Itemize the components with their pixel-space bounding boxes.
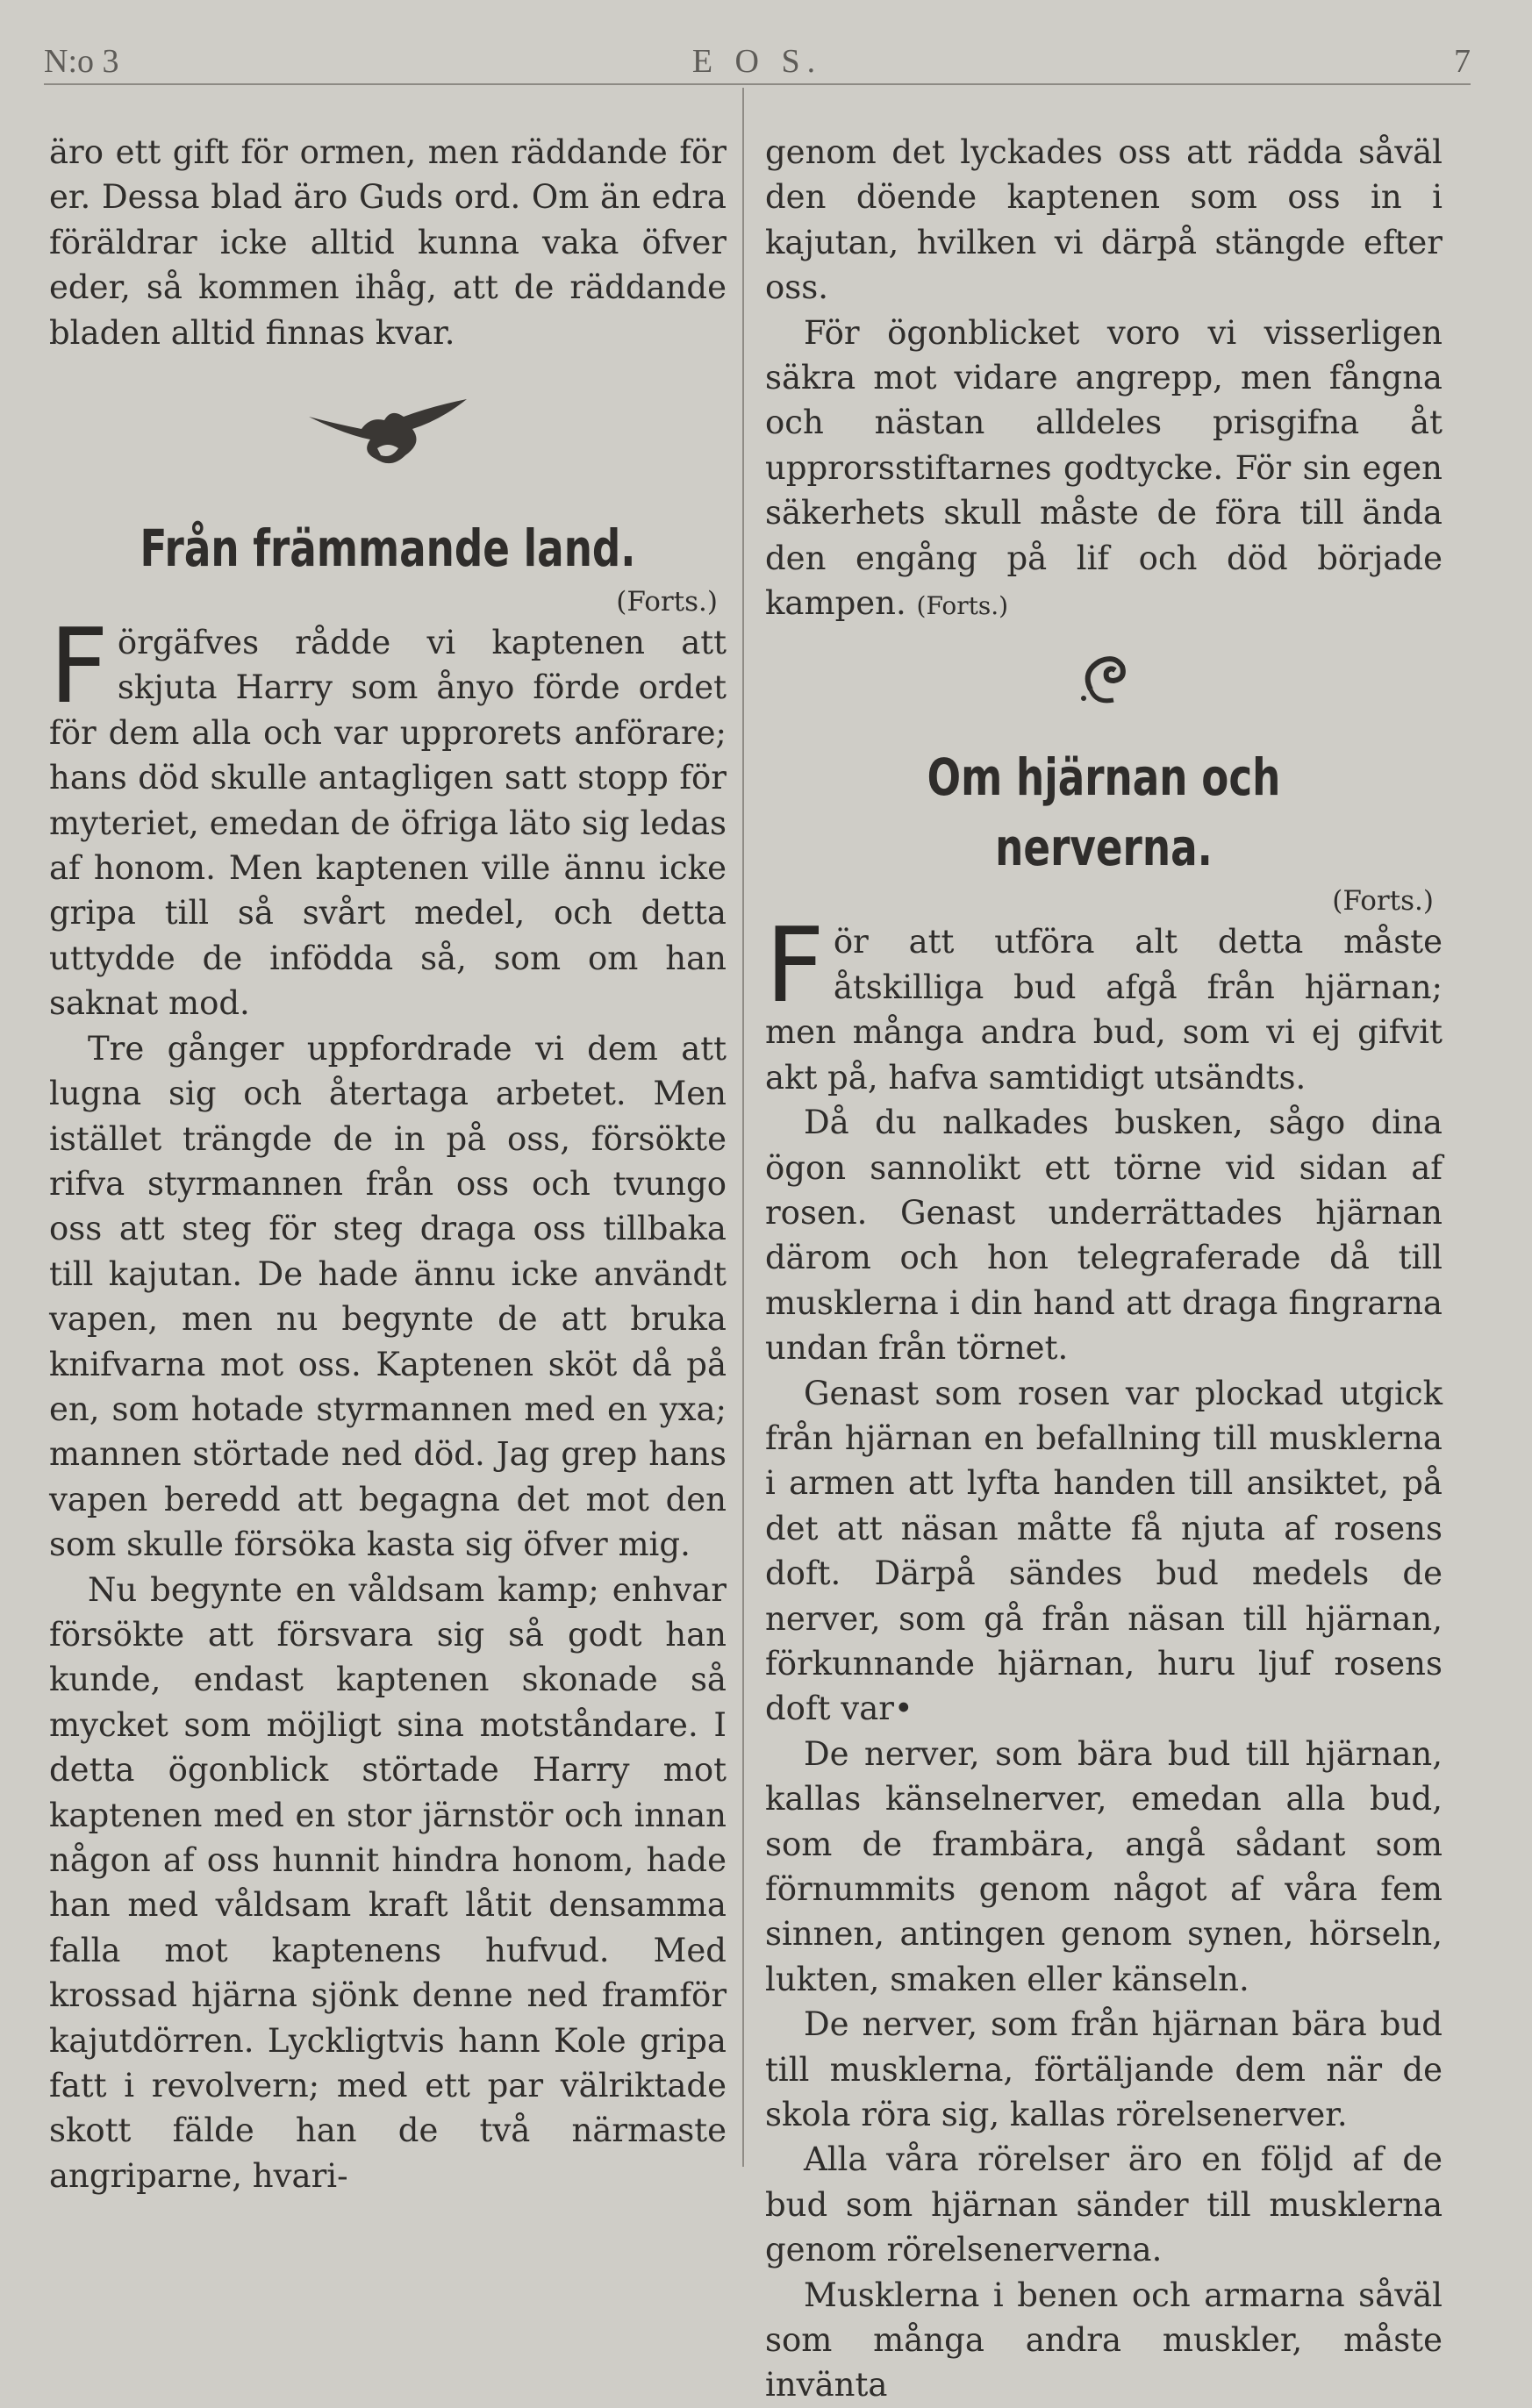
publication-title: E O S. — [691, 43, 823, 80]
page-header — [44, 35, 1471, 88]
article-paragraph: Nu begynte en våldsam kamp; enhvar försökte att försvara sig så godt han kunde, endast kaptenen skonade så mycket som möjligt sina motståndare. I detta ögonblick störtade Harry mot kaptenen med en stor järnstör och innan någon af oss hunnit hindra honom, hade han med våldsam kraft låtit densamma falla mot kaptenens hufvud. Med krossad hjärna sjönk denne ned framför kajutdörren. Lyckligtvis hann Kole gripa fatt i revolvern; med ett par välriktade skott fälde han de två närmaste angriparne, hvari- — [49, 1570, 727, 2195]
continued-paragraph: genom det lyckades oss att rädda såväl den döende kaptenen som oss in i kajutan, hvilken vi därpå stängde efter oss. — [765, 133, 1443, 307]
dropcap-letter: F — [49, 605, 109, 727]
article-paragraph: Musklerna i benen och armarna såväl som många andra muskler, måste invänta — [765, 2276, 1443, 2404]
article-title-om-hjarnan-och-nerverna: Om hjärnan och nerverna. — [927, 747, 1281, 878]
intro-paragraph: äro ett gift för ormen, men räddande för er. Dessa blad äro Guds ord. Om än edra föräldrar icke alltid kunna vaka öfver eder, så kommen ihåg, att de räddande bladen alltid finnas kvar. — [49, 133, 727, 352]
header-rule — [44, 83, 1471, 85]
article-paragraph: Genast som rosen var plockad utgick från hjärnan en befallning till musklerna i armen att lyfta handen till ansiktet, på det att näsan måtte få njuta af rosens doft. Därpå sändes bud medels de nerver, som gå från näsan till hjärnan, förkunnande hjärnan, huru ljuf rosens doft var• — [765, 1374, 1443, 1728]
forts-label: (Forts.) — [616, 586, 718, 618]
issue-number: N:o 3 — [44, 43, 119, 80]
bird-ornament-icon — [49, 390, 727, 496]
forts-label: (Forts.) — [1332, 885, 1434, 918]
article-paragraph: örgäfves rådde vi kaptenen att skjuta Harry som ånyo förde ordet för dem alla och var upprorets anförare; hans död skulle antagligen satt stopp för myteriet, emedan de öfriga läto sig ledas af honom. Men kaptenen ville ännu icke gripa till så svårt medel, och detta uttydde de infödda så, som om han saknat mod. — [49, 624, 727, 1023]
article-paragraph: De nerver, som bära bud till hjärnan, kallas känselnerver, emedan alla bud, som de frambära, angå sådant som förnummits genom något af våra fem sinnen, antingen genom synen, hörseln, lukten, smaken eller känseln. — [765, 1734, 1443, 1998]
column-divider — [742, 88, 744, 2167]
article-title-fran-frammande-land: Från främmande land. — [140, 518, 636, 579]
flourish-ornament-icon — [765, 646, 1443, 725]
continued-paragraph: För ögonblicket voro vi visserligen säkra mot vidare angrepp, men fångna och nästan alldeles prisgifna åt upprorsstiftarnes godtycke. För sin egen säkerhets skull måste de föra till ända den engång på lif och död började kampen. — [765, 313, 1443, 623]
article-paragraph: Tre gånger uppfordrade vi dem att lugna sig och återtaga arbetet. Men istället trängde de in på oss, försökte rifva styrmannen från oss och tvungo oss att steg för steg draga oss tillbaka till kajutan. De hade ännu icke användt vapen, men nu begynte de att bruka knifvarna mot oss. Kaptenen sköt då på en, som hotade styrmannen med en yxa; mannen störtade ned död. Jag grep hans vapen beredd att begagna det mot den som skulle försöka kasta sig öfver mig. — [49, 1029, 727, 1564]
page-number: 7 — [1454, 43, 1471, 80]
article-paragraph: Då du nalkades busken, sågo dina ögon sannolikt ett törne vid sidan af rosen. Genast underrättades hjärnan därom och hon telegraferade då till musklerna i din hand att draga fingrarna undan från törnet. — [765, 1104, 1443, 1368]
dropcap-letter: F — [765, 904, 825, 1026]
article-paragraph: De nerver, som från hjärnan bära bud till musklerna, förtäljande dem när de skola röra sig, kallas rörelsenerver. — [765, 2005, 1443, 2134]
right-column — [765, 130, 1443, 2408]
article-paragraph: ör att utföra alt detta måste åtskilliga bud afgå från hjärnan; men många andra bud, som vi ej gifvit akt på, hafva samtidigt utsändts. — [765, 923, 1443, 1097]
article-paragraph: Alla våra rörelser äro en följd af de bud som hjärnan sänder till musklerna genom rörelsenerverna. — [765, 2140, 1443, 2269]
forts-label: (Forts.) — [916, 591, 1009, 621]
left-column — [49, 130, 727, 2198]
